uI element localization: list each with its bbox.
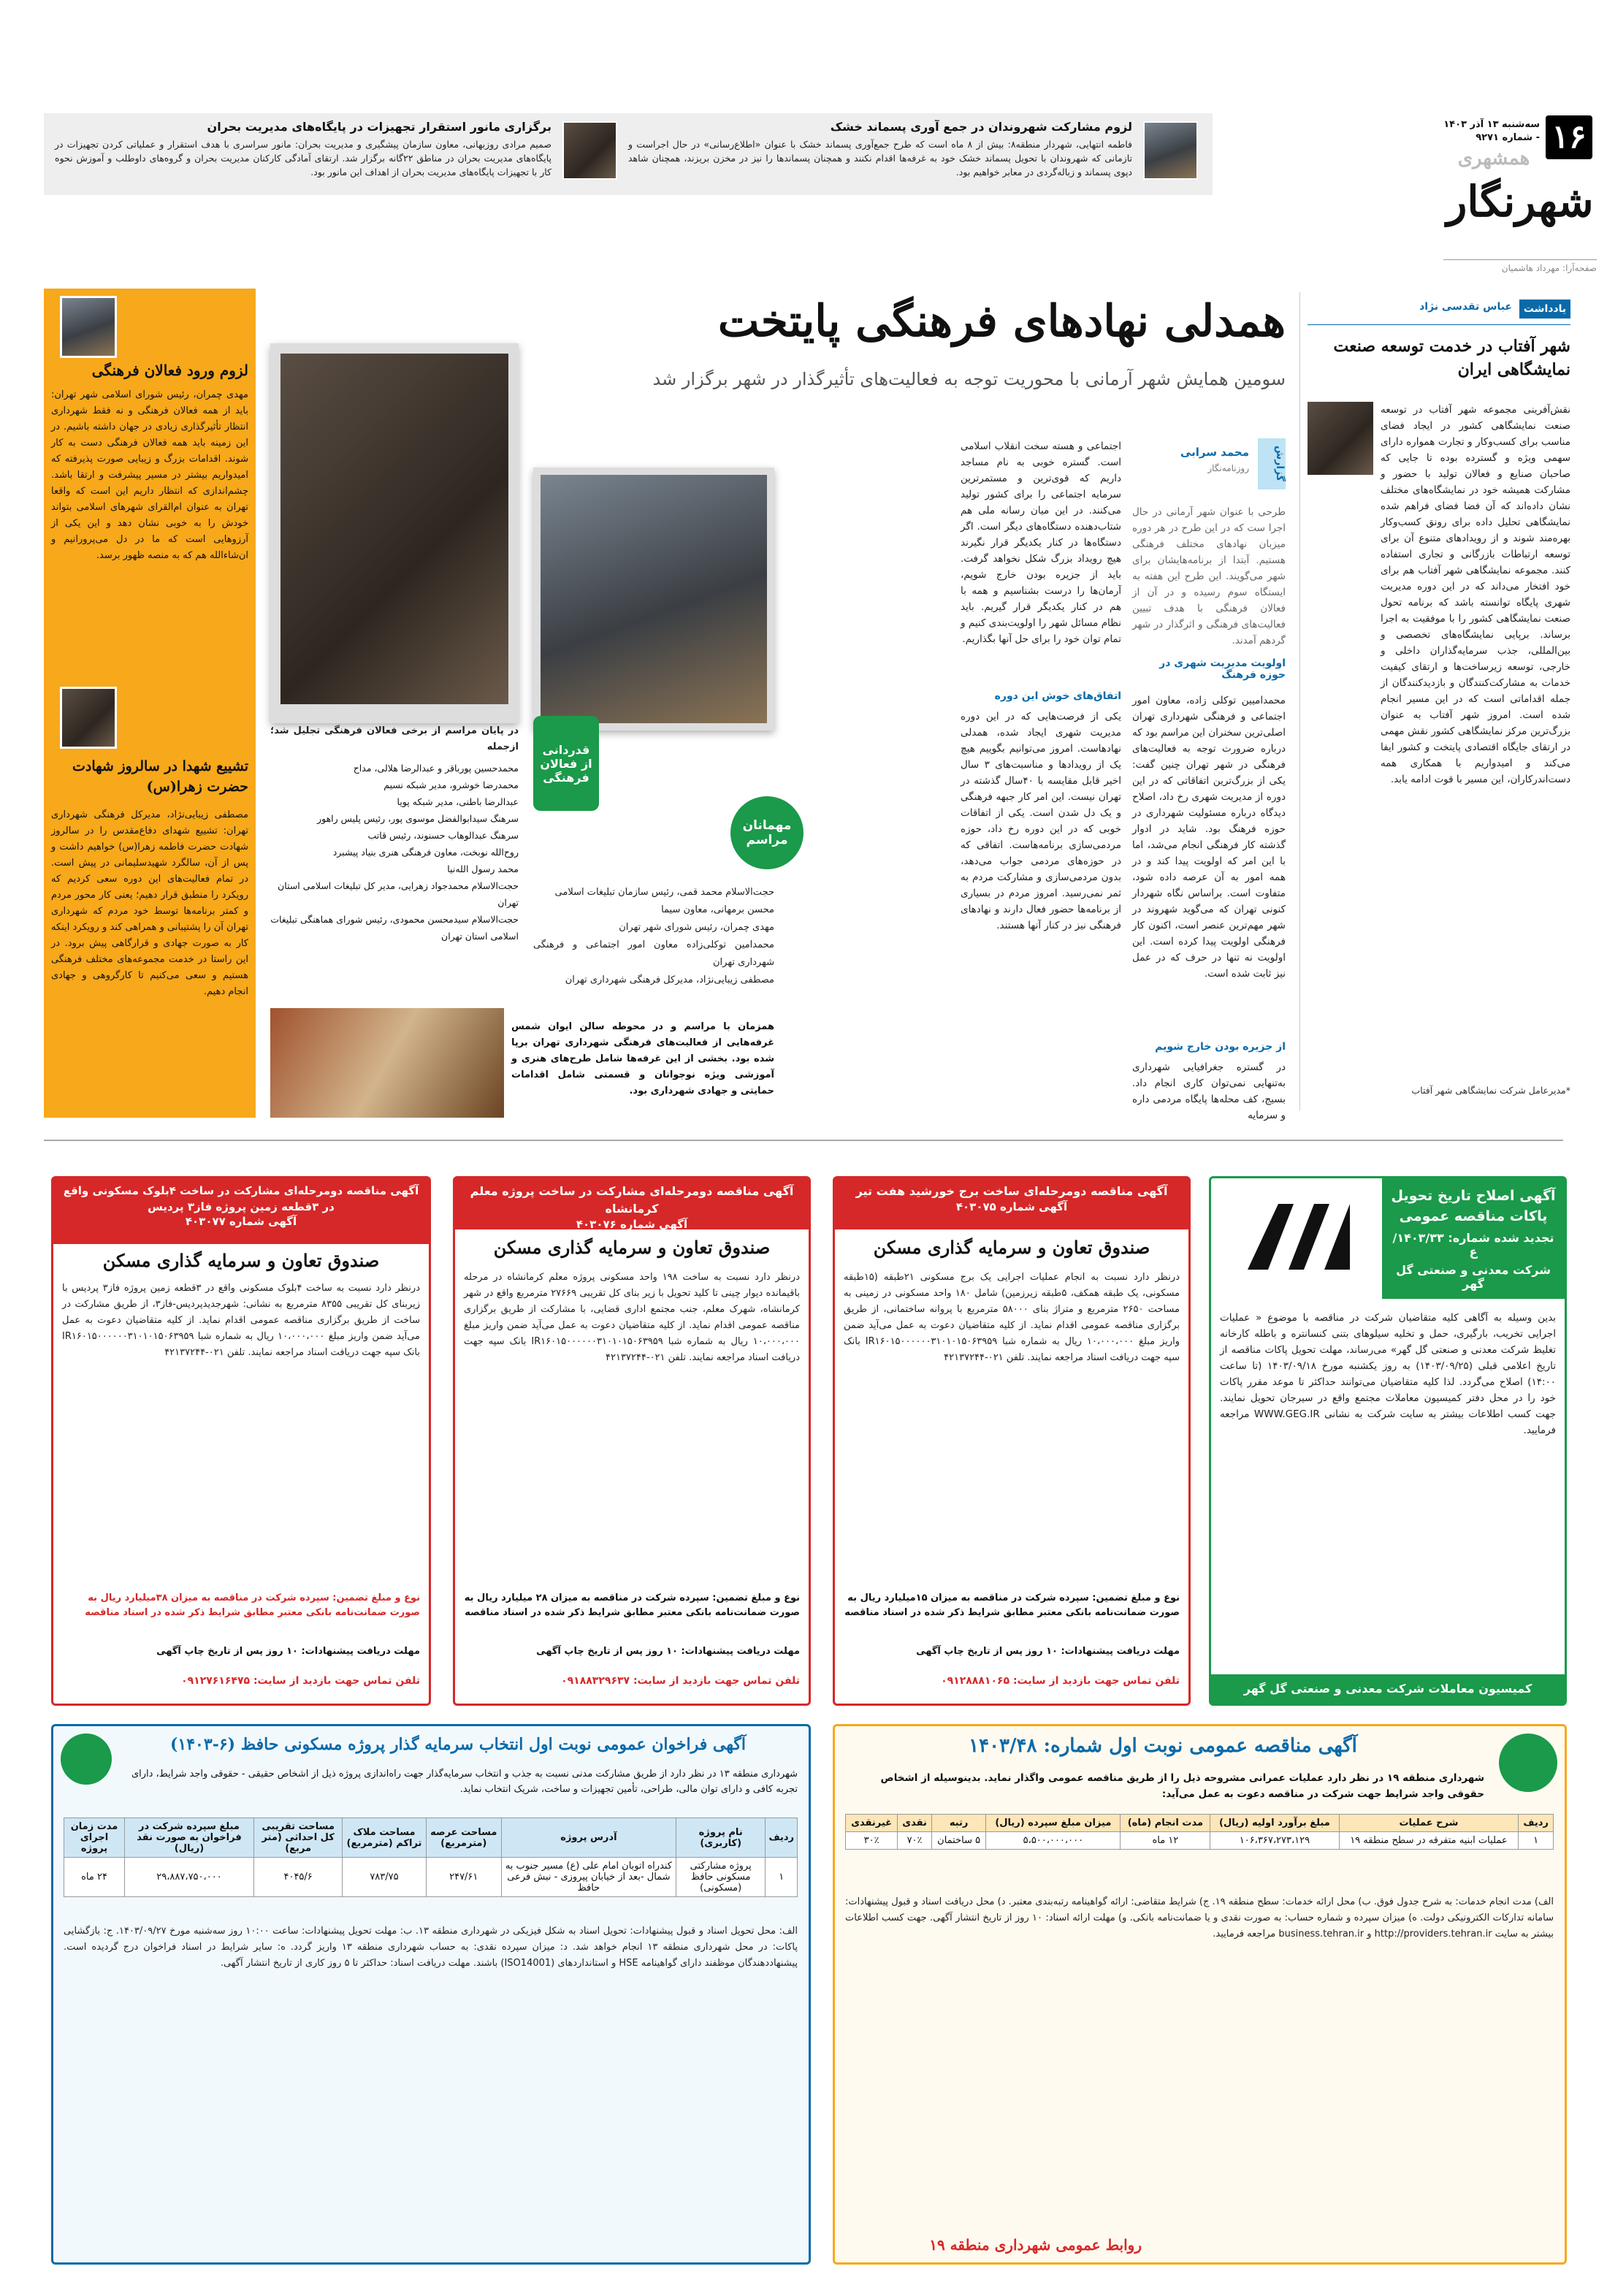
ad-tender19-title: آگهی مناقصه عمومی نوبت اول شماره: ۱۴۰۳/۴۸ xyxy=(969,1735,1357,1757)
main-headline: همدلی نهادهای فرهنگی پایتخت xyxy=(717,296,1286,347)
table-cell: ۱۲ ماه xyxy=(1121,1832,1210,1850)
ad-red-2 xyxy=(453,1176,811,1706)
ad-red-3 xyxy=(51,1176,431,1706)
quote-guests xyxy=(730,796,804,869)
col-header: رتبه xyxy=(931,1815,985,1832)
top-news-1-body: فاطمه انتهایی، شهردار منطقه۸: بیش از ۸ ماه است که طرح جمع‌آوری پسماند خشک با عنوان «اطلاع‌رسانی» در حال اجراست و تازمانی که شهروندان با تحویل پسماند خشک خود به غرفه‌ها اقدام نکنند و همچنان پسماندها را نیز در مخزن بریزند، همچنان شاهد دپوی پسماند و زباله‌گردی در معابر خواهیم بود. xyxy=(628,139,1133,178)
col-header: نقدی xyxy=(898,1815,932,1832)
ad-red-2-no: آگهی شماره ۴۰۳۰۷۶ xyxy=(576,1218,688,1231)
ad-red-1-deposit: نوع و مبلغ تضمین: سپرده شرکت در مناقصه به میزان ۱۵میلیارد ریال به صورت ضمانت‌نامه بانکی معتبر مطابق شرایط ذکر شده در اسناد مناقصه xyxy=(844,1593,1180,1618)
report-label: گزارش xyxy=(1258,438,1286,489)
honoree-item: محمدرضا خوشرو، مدیر شبکه نسیم xyxy=(383,779,519,790)
col-header: مبلغ برآورد اولیه (ریال) xyxy=(1210,1815,1339,1832)
col-header: مساحت تقریبی کل احداثی (متر مربع) xyxy=(253,1818,342,1858)
guest-item: محمدامین توکلی‌زاده معاون امور اجتماعی و فرهنگی شهرداری تهران xyxy=(533,939,774,968)
quote-honor-text: قدردانی از فعالان فرهنگی xyxy=(540,742,592,785)
second-photo-frame xyxy=(533,468,774,731)
col-header: مدت انجام (ماه) xyxy=(1121,1815,1210,1832)
article-col1b: در گستره جغرافیایی شهرداری به‌تنهایی نمی‌توان کاری انجام داد. بسیج، کف محله‌ها پایگاه مردمی داره و سرمایه xyxy=(1132,1061,1286,1121)
ad-golgohar-org: شرکت معدنی و صنعتی گل گهر xyxy=(1396,1263,1551,1291)
guest-item: مصطفی زیبایی‌نژاد، مدیرکل فرهنگی شهرداری تهران xyxy=(565,975,774,985)
main-photo xyxy=(280,354,508,704)
top-news-1-photo xyxy=(1143,121,1198,180)
ad-golgohar-body: بدین وسیله به آگاهی کلیه متقاضیان شرکت در مناقصه با موضوع « عملیات اجرایی تخریب، بارگیری، حمل و تخلیه سیلوهای بتنی کنسانتره و باطله کارخانه تغلیظ شرکت معدنی و صنعتی گل گهر» می‌رساند، مهلت تحویل پاکات مناقصه از تاریخ اعلامی قبلی (۱۴۰۳/۰۹/۲۵) به روز یکشنبه مورخ ۱۴۰۳/۰۹/۱۸ (تا ساعت ۱۴:۰۰) اصلاح می‌گردد. لذا کلیه متقاضیان می‌توانند حداکثر تا موعد مقرر پاکات خود را در محل دفتر کمیسیون معاملات مجتمع واقع در سیرجان تحویل نمایند. جهت کسب اطلاعات بیشتر به سایت شرکت به نشانی WWW.GEG.IR مراجعه فرمایید. xyxy=(1220,1312,1556,1436)
ad-red-1-head xyxy=(835,1178,1188,1229)
masthead xyxy=(1439,110,1607,278)
note-body: نقش‌آفرینی مجموعه شهر آفتاب در توسعه صنعت نمایشگاهی کشور در ایجاد فضای مناسب برای کسب‌وکار و تجارت همواره دارای سهمی ویژه و گسترده بوده تا جایی که صاحبان صنایع و فعالان تولید با حضور و مشارکت همیشه خود در نمایشگاه‌های مختلف نشان داده‌اند که آن فضا فضای فراهم شده نمایشگاهی تحلیل داده برای رونق کسب‌وکار بهره‌مند شوند و از رویدادهای متنوع آن برای توسعه ارتباطات بازرگانی و تجاری استفاده کنند. مجموعه نمایشگاهی شهر آفتاب هم برای خود افتخار می‌داند که در این دوره مدیریت شهری پایگاه توانسته باشد که برنامه تحول صنعت نمایشگاهی کشور را با موفقیت به اجرا برساند. برپایی نمایشگاه‌های تخصصی و بین‌المللی، جذب سرمایه‌گذاران داخلی و خارجی، توسعه زیرساخت‌ها و ارتقای کیفیت خدمات به مشارکت‌کنندگان و بازدیدکنندگان از جمله اقداماتی است که در این مسیر انجام شده است. امروز شهر آفتاب به عنوان بزرگ‌ترین مرکز نمایشگاهی کشور نقش مهمی در ارتقای جایگاه اقتصادی پایتخت و کشور ایفا می‌کند و امیدواریم با همکاری همه دست‌اندرکاران، این مسیر با قوت ادامه یابد. xyxy=(1381,404,1570,785)
main-photo-frame xyxy=(270,343,519,723)
reporter-name: محمد سرابی xyxy=(1180,446,1249,459)
brand-sub: همشهری xyxy=(1457,148,1530,169)
issue-date: سه‌شنبه ۱۳ آذر ۱۴۰۳ - شماره ۹۲۷۱ xyxy=(1443,119,1540,143)
col-header: مبلغ سپرده شرکت در فراخوان به صورت نقد (ریال) xyxy=(125,1818,254,1858)
ad-red-3-title: آگهی مناقصه دومرحله‌ای مشارکت در ساخت ۴بلوک مسکونی واقع در ۳قطعه زمین پروژه فاز۳ پردیس xyxy=(63,1184,419,1213)
col-header: میزان مبلغ سپرده (ریال) xyxy=(986,1815,1121,1832)
top-news-2-body: صمیم مرادی روزبهانی، معاون سازمان پیشگیری و مدیریت بحران: مانور سراسری با هدف استقرار و عملیاتی کردن تجهیزات در پایگاه‌های مدیریت بحران در مناطق ۲۲گانه برگزار شد. ارتقای آمادگی کارکنان مدیریت بحران و گروه‌های داوطلب و آموزش نحوه کار با تجهیزات پایگاه‌های مدیریت بحران از اهداف این مانور بود. xyxy=(55,139,551,178)
ad-red-3-org: صندوق تعاون و سرمایه گذاری مسکن xyxy=(102,1250,380,1271)
col-header: شرح عملیات xyxy=(1339,1815,1519,1832)
guest-item: مهدی چمران، رئیس شورای شهر تهران xyxy=(619,922,774,933)
honoree-item: محمد رسول الله‌نیا xyxy=(447,863,519,874)
ad-red-3-deposit: نوع و مبلغ تضمین: سپرده شرکت در مناقصه به میزان ۳۸میلیارد ریال به صورت ضمانت‌نامه بانکی معتبر مطابق شرایط ذکر شده در اسناد مناقصه xyxy=(85,1593,420,1618)
ad-golgohar-title2: تجدید شده شماره: ۱۴۰۳/۳۳/ع xyxy=(1392,1231,1554,1259)
ad-tender19-body: الف) مدت انجام خدمات: به شرح جدول فوق. ب) محل ارائه خدمات: سطح منطقه ۱۹. ج) شرایط متقاضی: ارائه گواهینامه رتبه‌بندی معتبر. د) محل دریافت اسناد و قبول پیشنهادات: سامانه تدارکات الکترونیکی دولت. ه) میزان سپرده و شماره حساب: به صورت نقدی و یا ضمانت‌نامه بانکی. و) مهلت ارائه اسناد: ۱۰ روز از تاریخ انتشار آگهی. جهت کسب اطلاعات بیشتر به سایت http://providers.tehran.ir و business.tehran.ir مراجعه فرمایید. xyxy=(845,1896,1554,1940)
brand-logo: شهرنگار xyxy=(1446,177,1594,226)
ad-invest13-intro: شهرداری منطقه ۱۳ در نظر دارد از طریق مشارکت مدنی نسبت به جذب و انتخاب سرمایه‌گذار جهت راه‌اندازی پروژه ذیل از اشخاص حقیقی - حقوقی واجد شرایط، دارای تجربه کافی و دارای توان مالی، طراحی، تأمین تجهیزات و ساخت، شریک انتخاب نماید. xyxy=(131,1769,798,1795)
table-cell: ۵ ساختمان xyxy=(931,1832,985,1850)
honoree-item: روح‌الله نوبخت، معاون فرهنگی هنری بنیاد پیشبرد xyxy=(332,847,519,858)
top-news-2-photo xyxy=(562,121,617,180)
table-cell: کندراه اتوبان امام علی (ع) مسیر جنوب به شمال -بعد از خیابان پیروزی - نبش فرعی حافظ xyxy=(501,1858,676,1897)
left-photo-2 xyxy=(60,687,117,749)
honoree-item: حجت‌الاسلام سیدمحسن محمودی، رئیس شورای هماهنگی تبلیغات اسلامی استان تهران xyxy=(270,914,519,942)
guest-item: حجت‌الاسلام محمد قمی، رئیس سازمان تبلیغات اسلامی xyxy=(554,887,774,898)
col-header: آدرس پروژه xyxy=(501,1818,676,1858)
ad-red-3-deadline: مهلت دریافت پیشنهادات: ۱۰ روز پس از تاریخ چاپ آگهی xyxy=(156,1646,420,1657)
ad-red-2-org: صندوق تعاون و سرمایه گذاری مسکن xyxy=(493,1237,771,1258)
article-sub3: اتفاق‌های خوش این دوره xyxy=(994,690,1121,702)
ad-red-1-org: صندوق تعاون و سرمایه گذاری مسکن xyxy=(873,1237,1150,1258)
ad-red-2-deadline: مهلت دریافت پیشنهادات: ۱۰ روز پس از تاریخ چاپ آگهی xyxy=(536,1646,800,1657)
page-number: ۱۶ xyxy=(1546,115,1592,159)
article-col2b: یکی از فرصت‌هایی که در این دوره مدیریت شهری ایجاد شده، همدلی نهادهاست. امروز می‌توانیم بگوییم هیچ یک از رویدادها و مناسبت‌های ۳ سال اخیر قابل مقایسه با ۴۰سال گذشته در تهران نیست. این امر کار جبهه فرهنگی و یک دل شدن است. یکی از اتفاقات خوبی که در این دوره رخ داد، حوزه مردمی‌سازی برنامه‌هاست. اتفاقی که در حوزه‌های مردمی جواب می‌دهد، بدون مردمی‌سازی و مشارکت مردم به ثمر نمی‌رسید. امروز مردم در بسیاری از برنامه‌ها حضور فعال دارند و نهادهای فرهنگی نیز در کنار آنها هستند. xyxy=(961,711,1121,931)
ad-golgohar-title: آگهی اصلاح تاریخ تحویل پاکات مناقصه عمومی xyxy=(1391,1188,1556,1224)
article-col1: محمدامیین توکلی زاده، معاون امور اجتماعی و فرهنگی شهرداری تهران اصلی‌ترین سخنران این مراسم بود که درباره ضرورت توجه به فعالیت‌های فرهنگی در شهر تهران چنین گفت: یکی از بزرگ‌ترین اتفاقاتی که در این دوره از مدیریت شهری رخ داد، اصلاح دیدگاه درباره مسئولیت شهرداری در حوزه فرهنگ بود. شاید در ادوار گذشته کار فرهنگی انجام می‌شد، اما با این امر که اولویت پیدا کند و در همه امور به آن عرصه داده شود، متفاوت است. براساس نگاه شهردار کنونی تهران که می‌گوید شهروند در شهر مهم‌ترین عنصر است، اکنون کار فرهنگی اولویت پیدا کرده است. این اولویت نه تنها در حرف که در عمل نیز ثابت شده است. xyxy=(1132,695,1286,980)
table-cell: عملیات ابنیه متفرقه در سطح منطقه ۱۹ xyxy=(1339,1832,1519,1850)
ad-invest13-title: آگهی فراخوان عمومی نوبت اول انتخاب سرمایه گذار پروژه مسکونی حافظ (۶-۱۴۰۳) xyxy=(170,1735,746,1754)
honoree-item: حجت‌الاسلام محمدجواد زهرایی، مدیر کل تبلیغات اسلامی استان تهران xyxy=(278,880,519,908)
left-column xyxy=(44,289,256,1118)
main-subheadline: سومین همایش شهر آرمانی با محوریت توجه به فعالیت‌های تأثیرگذار در شهر برگزار شد xyxy=(652,369,1286,389)
article-col2: اجتماعی و هسته سخت انقلاب اسلامی است. گستره خوبی به نام مساجد داریم که قوی‌ترین و مستمرترین سرمایه اجتماعی را برای کشور تولید می‌کنند. در این میان رسانه ملی هم شتاب‌دهنده دستگاه‌های دیگر است. اگر دستگاه‌ها در کنار یکدیگر قرار نگیرند هیچ رویداد بزرگ شکل نخواهد گرفت. باید از جزیره بودن خارج شویم، آرمان‌ها را درست بشناسیم و همه با هم در کنار یکدیگر قرار گیریم. باید نظام مسائل شهر را اولویت‌بندی کنیم و تمام توان خود را برای حل آنها بگذاریم. xyxy=(961,440,1121,645)
table-cell: ۱ xyxy=(766,1858,798,1897)
left-body-1: مهدی چمران، رئیس شورای اسلامی شهر تهران: باید از همه فعالان فرهنگی و نه فقط شهرداری انتظار تأثیرگذاری زیادی در جهان داشته باشیم. در این زمینه باید همه فعالان فرهنگی دست به کار شوند. اقدامات بزرگ و زیبایی صورت پذیرفته که امیدواریم بیشتر در مسیر پیشرفت و ارتقا باشد. چشم‌اندازی که انتظار داریم این است که واقعا تهران به عنوان ام‌القرای شهرهای اسلامی بتواند خودش را به خوبی نشان دهد و این یکی از آرزوهایی است که ما در دل می‌پرورانیم و ان‌شاءالله هم که به منصه ظهور برسد. xyxy=(51,389,248,561)
article-lead: طرحی با عنوان شهر آرمانی در حال اجرا ست که در این طرح در هر دوره میزبان نهادهای مختلف فرهنگی هستیم. آبتدا از برنامه‌هایشان برای شهر می‌گویند. این طرح این هفته به ایستگاه سوم رسیده و در آن از فعالان فرهنگی با هدف تبیین فعالیت‌های فرهنگی و اثرگذار در شهر گردهم آمدند. xyxy=(1132,506,1286,647)
article-sub2: از جزیره بودن خارج شویم xyxy=(1155,1041,1286,1053)
ad-invest13 xyxy=(51,1724,811,2265)
ad-tender19-intro: شهرداری منطقه ۱۹ در نظر دارد عملیات عمرانی مشروحه ذیل را از طریق مناقصه عمومی واگذار نماید. بدینوسیله از اشخاص حقوقی واجد شرایط جهت شرکت در مناقصه دعوت به عمل می‌آید: xyxy=(880,1772,1484,1800)
ad-red-3-body: درنظر دارد نسبت به ساخت ۴بلوک مسکونی واقع در ۳قطعه زمین پروژه فاز۳ پردیس با زیربنای کل تقریبی ۸۳۵۵ مترمربع به نشانی: شهرجدیدپردیس-فاز۳، از طریق مشارکت در ساخت از طریق برگزاری مناقصه عمومی اقدام نماید. از کلیه متقاضیان دعوت به عمل می‌آید ضمن واریز مبلغ ۱۰،۰۰۰،۰۰۰ ریال به شماره شبا IR۱۶۰۱۵۰۰۰۰۰۰۳۱۰۱۰۱۵۰۶۳۹۵۹ بانک سپه جهت دریافت اسناد مراجعه نمایند. تلفن ۰۲۱-۴۲۱۳۷۲۴۴ xyxy=(62,1283,421,1358)
note-column xyxy=(1308,300,1570,1110)
ad-red-1-no: آگهی شماره ۴۰۳۰۷۵ xyxy=(955,1200,1068,1213)
col-header: ردیف xyxy=(766,1818,798,1858)
honoree-item: محمدحسین پورباقر و عبدالرضا هلالی، مداح xyxy=(353,763,519,774)
ad-red-1 xyxy=(833,1176,1191,1706)
booth-photo xyxy=(270,1008,504,1118)
note-title: شهر آفتاب در خدمت توسعه صنعت نمایشگاهی ایران xyxy=(1333,337,1570,379)
col-header: مساحت ملاک تراکم (مترمربع) xyxy=(343,1818,426,1858)
honorees-intro: در پایان مراسم از برخی فعالان فرهنگی تجلیل شد؛ ازجمله xyxy=(270,725,519,752)
left-photo-1 xyxy=(60,296,117,358)
table-cell: ۳۰٪ xyxy=(846,1832,898,1850)
guests-list xyxy=(533,884,774,1030)
table-cell: ۲۴۷/۶۱ xyxy=(426,1858,501,1897)
ad-red-3-head xyxy=(53,1178,429,1244)
note-label: یادداشت xyxy=(1519,300,1570,319)
ad-red-2-phone: تلفن تماس جهت بازدید از سایت: ۰۹۱۸۸۳۲۹۶۳۷ xyxy=(561,1675,800,1687)
second-photo xyxy=(541,475,767,723)
left-body-2: مصطفی زیبایی‌نژاد، مدیرکل فرهنگی شهرداری تهران: تشییع شهدای دفاع‌مقدس را در سالروز شهادت حضرت فاطمه زهرا(س) خواهیم داشت و پس از آن، سالگرد شهیدسلیمانی در پیش است. در تمام فعالیت‌های این دوره سعی کردیم که رویکرد را منطبق قرار دهیم؛ یعنی کار محور مردم و کمتر برنامه‌ها توسط خود مردم که شهرداری تهران آن را پشتیبانی و همراهی کند و رویکرد اینکه کار به صورت جهادی و قرارگاهی پیش برود. در این راستا در خدمت مجموعه‌های مختلف فرهنگی هستیم و سعی می‌کنیم تا کارگروهی و جهادی انجام دهیم. xyxy=(51,809,248,997)
left-title-1: لزوم ورود فعالان فرهنگی xyxy=(91,362,248,379)
honorees-list xyxy=(270,760,519,945)
quote-guests-text: مهمانان مراسم xyxy=(742,818,792,847)
note-body-cont xyxy=(1308,486,1570,1070)
table-cell: ۲۴ ماه xyxy=(64,1858,125,1897)
col-header: مساحت عرصه (مترمربع) xyxy=(426,1818,501,1858)
left-title-2: تشییع شهدا در سالروز شهادت حضرت زهرا(س) xyxy=(72,758,248,795)
ad-golgohar-head xyxy=(1382,1178,1565,1299)
table-cell: ۷۸۳/۷۵ xyxy=(343,1858,426,1897)
ad-red-2-deposit: نوع و مبلغ تضمین: سپرده شرکت در مناقصه به میزان ۲۸ میلیارد ریال به صورت ضمانت‌نامه بانکی معتبر مطابق شرایط ذکر شده در اسناد مناقصه xyxy=(464,1593,800,1618)
reporter-role: روزنامه‌نگار xyxy=(1207,463,1249,473)
ad-red-2-head xyxy=(455,1178,809,1229)
top-news-2-title: برگزاری مانور استقرار تجهیزات در پایگاه‌های مدیریت بحران xyxy=(207,120,551,134)
tehran-logo-2 xyxy=(61,1734,112,1785)
quote-honor xyxy=(533,716,599,811)
booth-caption: همزمان با مراسم و در محوطه سالن ایوان شمس غرفه‌هایی از فعالیت‌های فرهنگی شهرداری تهران برپا شده بود. بخشی از این غرفه‌ها شامل طرح‌های هنری و آموزشی ویژه نوجوانان و قسمتی شامل اقدامات حمایتی و جهادی شهرداری بود. xyxy=(511,1021,774,1096)
col-header: غیرنقدی xyxy=(846,1815,898,1832)
ad-red-1-title: آگهی مناقصه دومرحله‌ای ساخت برج خورشید هفت تیر xyxy=(855,1184,1168,1198)
ad-red-2-body: درنظر دارد نسبت به ساخت ۱۹۸ واحد مسکونی پروژه معلم کرمانشاه در مرحله باقیمانده دیوار چینی تا کلید تحویل با زیر بنای کل تقریبی ۲۷۶۶۹ مترمربع واقع در شهر کرمانشاه، شهرک معلم، جنب مجتمع اداری قضایی، با مشارکت از طریق برگزاری مناقصه عمومی اقدام نماید. از کلیه متقاضیان دعوت به عمل می‌آید ضمن واریز مبلغ ۱۰،۰۰۰،۰۰۰ ریال به شماره شبا IR۱۶۰۱۵۰۰۰۰۰۰۳۱۰۱۰۱۵۰۶۳۹۵۹ بانک سپه جهت دریافت اسناد مراجعه نمایند. تلفن ۰۲۱-۴۲۱۳۷۲۴۴ xyxy=(464,1272,800,1363)
col-header: مدت زمان اجرای پروژه xyxy=(64,1818,125,1858)
guest-item: محسن برمهانی، معاون سیما xyxy=(661,904,774,915)
note-author: عباس تقدسی نژاد xyxy=(1419,301,1512,313)
note-author-photo xyxy=(1308,402,1373,475)
honoree-item: سرهنگ سیدابوالفضل موسوی پور، رئیس پلیس راهور xyxy=(317,813,519,824)
ad-red-1-body: درنظر دارد نسبت به انجام عملیات اجرایی یک برج مسکونی ۲۱طبقه (۱۵طبقه مسکونی، یک طبقه همکف، ۵طبقه زیرزمین) شامل ۱۸۰ واحد مسکونی در زمینی به مساحت ۲۶۵۰ مترمربع و متراژ بنای ۵۸۰۰۰ مترمربع با پروانه ساختمانی، از طریق برگزاری مناقصه عمومی اقدام نماید. از کلیه متقاضیان دعوت به عمل می‌آید ضمن واریز مبلغ ۱۰،۰۰۰،۰۰۰ ریال به شماره شبا IR۱۶۰۱۵۰۰۰۰۰۰۳۱۰۱۰۱۵۰۶۳۹۵۹ بانک سپه جهت دریافت اسناد مراجعه نمایند. تلفن ۰۲۱-۴۲۱۳۷۲۴۴ xyxy=(844,1272,1180,1363)
ad-invest13-body: الف: محل تحویل اسناد و قبول پیشنهادات: تحویل اسناد به شکل فیزیکی در شهرداری منطقه ۱۳. ب: مهلت تحویل پیشنهادات: ساعت ۱۰:۰۰ روز سه‌شنبه مورخ ۱۴۰۳/۰۹/۲۷. ج: بازگشایی پاکات: در محل شهرداری منطقه ۱۳ انجام خواهد شد. د: میزان سپرده نقدی: به حساب شهرداری منطقه ۱۳ واریز گردد. ه: سایر شرایط در اسناد فراخوان درج گردیده است. پیشنهاددهندگان موظفند دارای گواهینامه HSE و استانداردهای (ISO14001) باشند. مهلت دریافت اسناد: حداکثر تا ۵ روز کاری از تاریخ انتشار آگهی. xyxy=(64,1926,798,1969)
table-cell: ۷۰٪ xyxy=(898,1832,932,1850)
table-cell: ۲۹،۸۸۷،۷۵۰،۰۰۰ xyxy=(125,1858,254,1897)
table-cell: ۱۰۶،۳۶۷،۲۷۳،۱۲۹ xyxy=(1210,1832,1339,1850)
top-news-2 xyxy=(55,117,617,190)
article-sub1: اولویت مدیریت شهری در حوزه فرهنگ xyxy=(1159,657,1286,681)
ad-golgohar xyxy=(1209,1176,1567,1706)
top-news-1-title: لزوم مشارکت شهروندان در جمع آوری پسماند خشک xyxy=(830,120,1132,134)
tehran-logo-1 xyxy=(1499,1734,1557,1792)
table-cell: پروژه مشارکتی مسکونی حافظ (مسکونی) xyxy=(676,1858,766,1897)
ad-golgohar-footer: کمیسیون معاملات شرکت معدنی و صنعتی گل گهر xyxy=(1211,1674,1565,1704)
col-header: ردیف xyxy=(1519,1815,1554,1832)
ad-red-3-phone: تلفن تماس جهت بازدید از سایت: ۰۹۱۲۷۶۱۶۴۷۵ xyxy=(181,1675,420,1687)
col-header: نام پروژه (کاربری) xyxy=(676,1818,766,1858)
ad-tender19 xyxy=(833,1724,1567,2265)
ad-red-1-deadline: مهلت دریافت پیشنهادات: ۱۰ روز پس از تاریخ چاپ آگهی xyxy=(916,1646,1180,1657)
golgohar-logo xyxy=(1233,1193,1364,1281)
ad-red-1-phone: تلفن تماس جهت بازدید از سایت: ۰۹۱۲۸۸۸۱۰۶۵ xyxy=(941,1675,1180,1687)
ad-invest13-table xyxy=(64,1818,798,1897)
top-news-1 xyxy=(628,117,1198,190)
note-footer: *مدیرعامل شرکت نمایشگاهی شهر آفتاب xyxy=(1411,1085,1570,1096)
honoree-item: سرهنگ عبدالوهاب حسنوند، رئیس قاتب xyxy=(367,830,519,841)
honoree-item: عبدالرضا باطنی، مدیر شبکه پویا xyxy=(397,796,519,807)
table-cell: ۱ xyxy=(1519,1832,1554,1850)
table-cell: ۴۰۴۵/۶ xyxy=(253,1858,342,1897)
ad-tender19-footer: روابط عمومی شهرداری منطقه ۱۹ xyxy=(929,2236,1142,2254)
page-editor: صفحه‌آرا: مهرداد هاشمیان xyxy=(1443,259,1597,273)
ad-red-2-title: آگهی مناقصه دومرحله‌ای مشارکت در ساخت پروژه معلم کرمانشاه xyxy=(470,1184,794,1216)
ad-tender19-table xyxy=(845,1814,1554,1850)
table-cell: ۵،۵۰۰،۰۰۰،۰۰۰ xyxy=(986,1832,1121,1850)
ad-red-3-no: آگهی شماره ۴۰۳۰۷۷ xyxy=(185,1215,297,1228)
